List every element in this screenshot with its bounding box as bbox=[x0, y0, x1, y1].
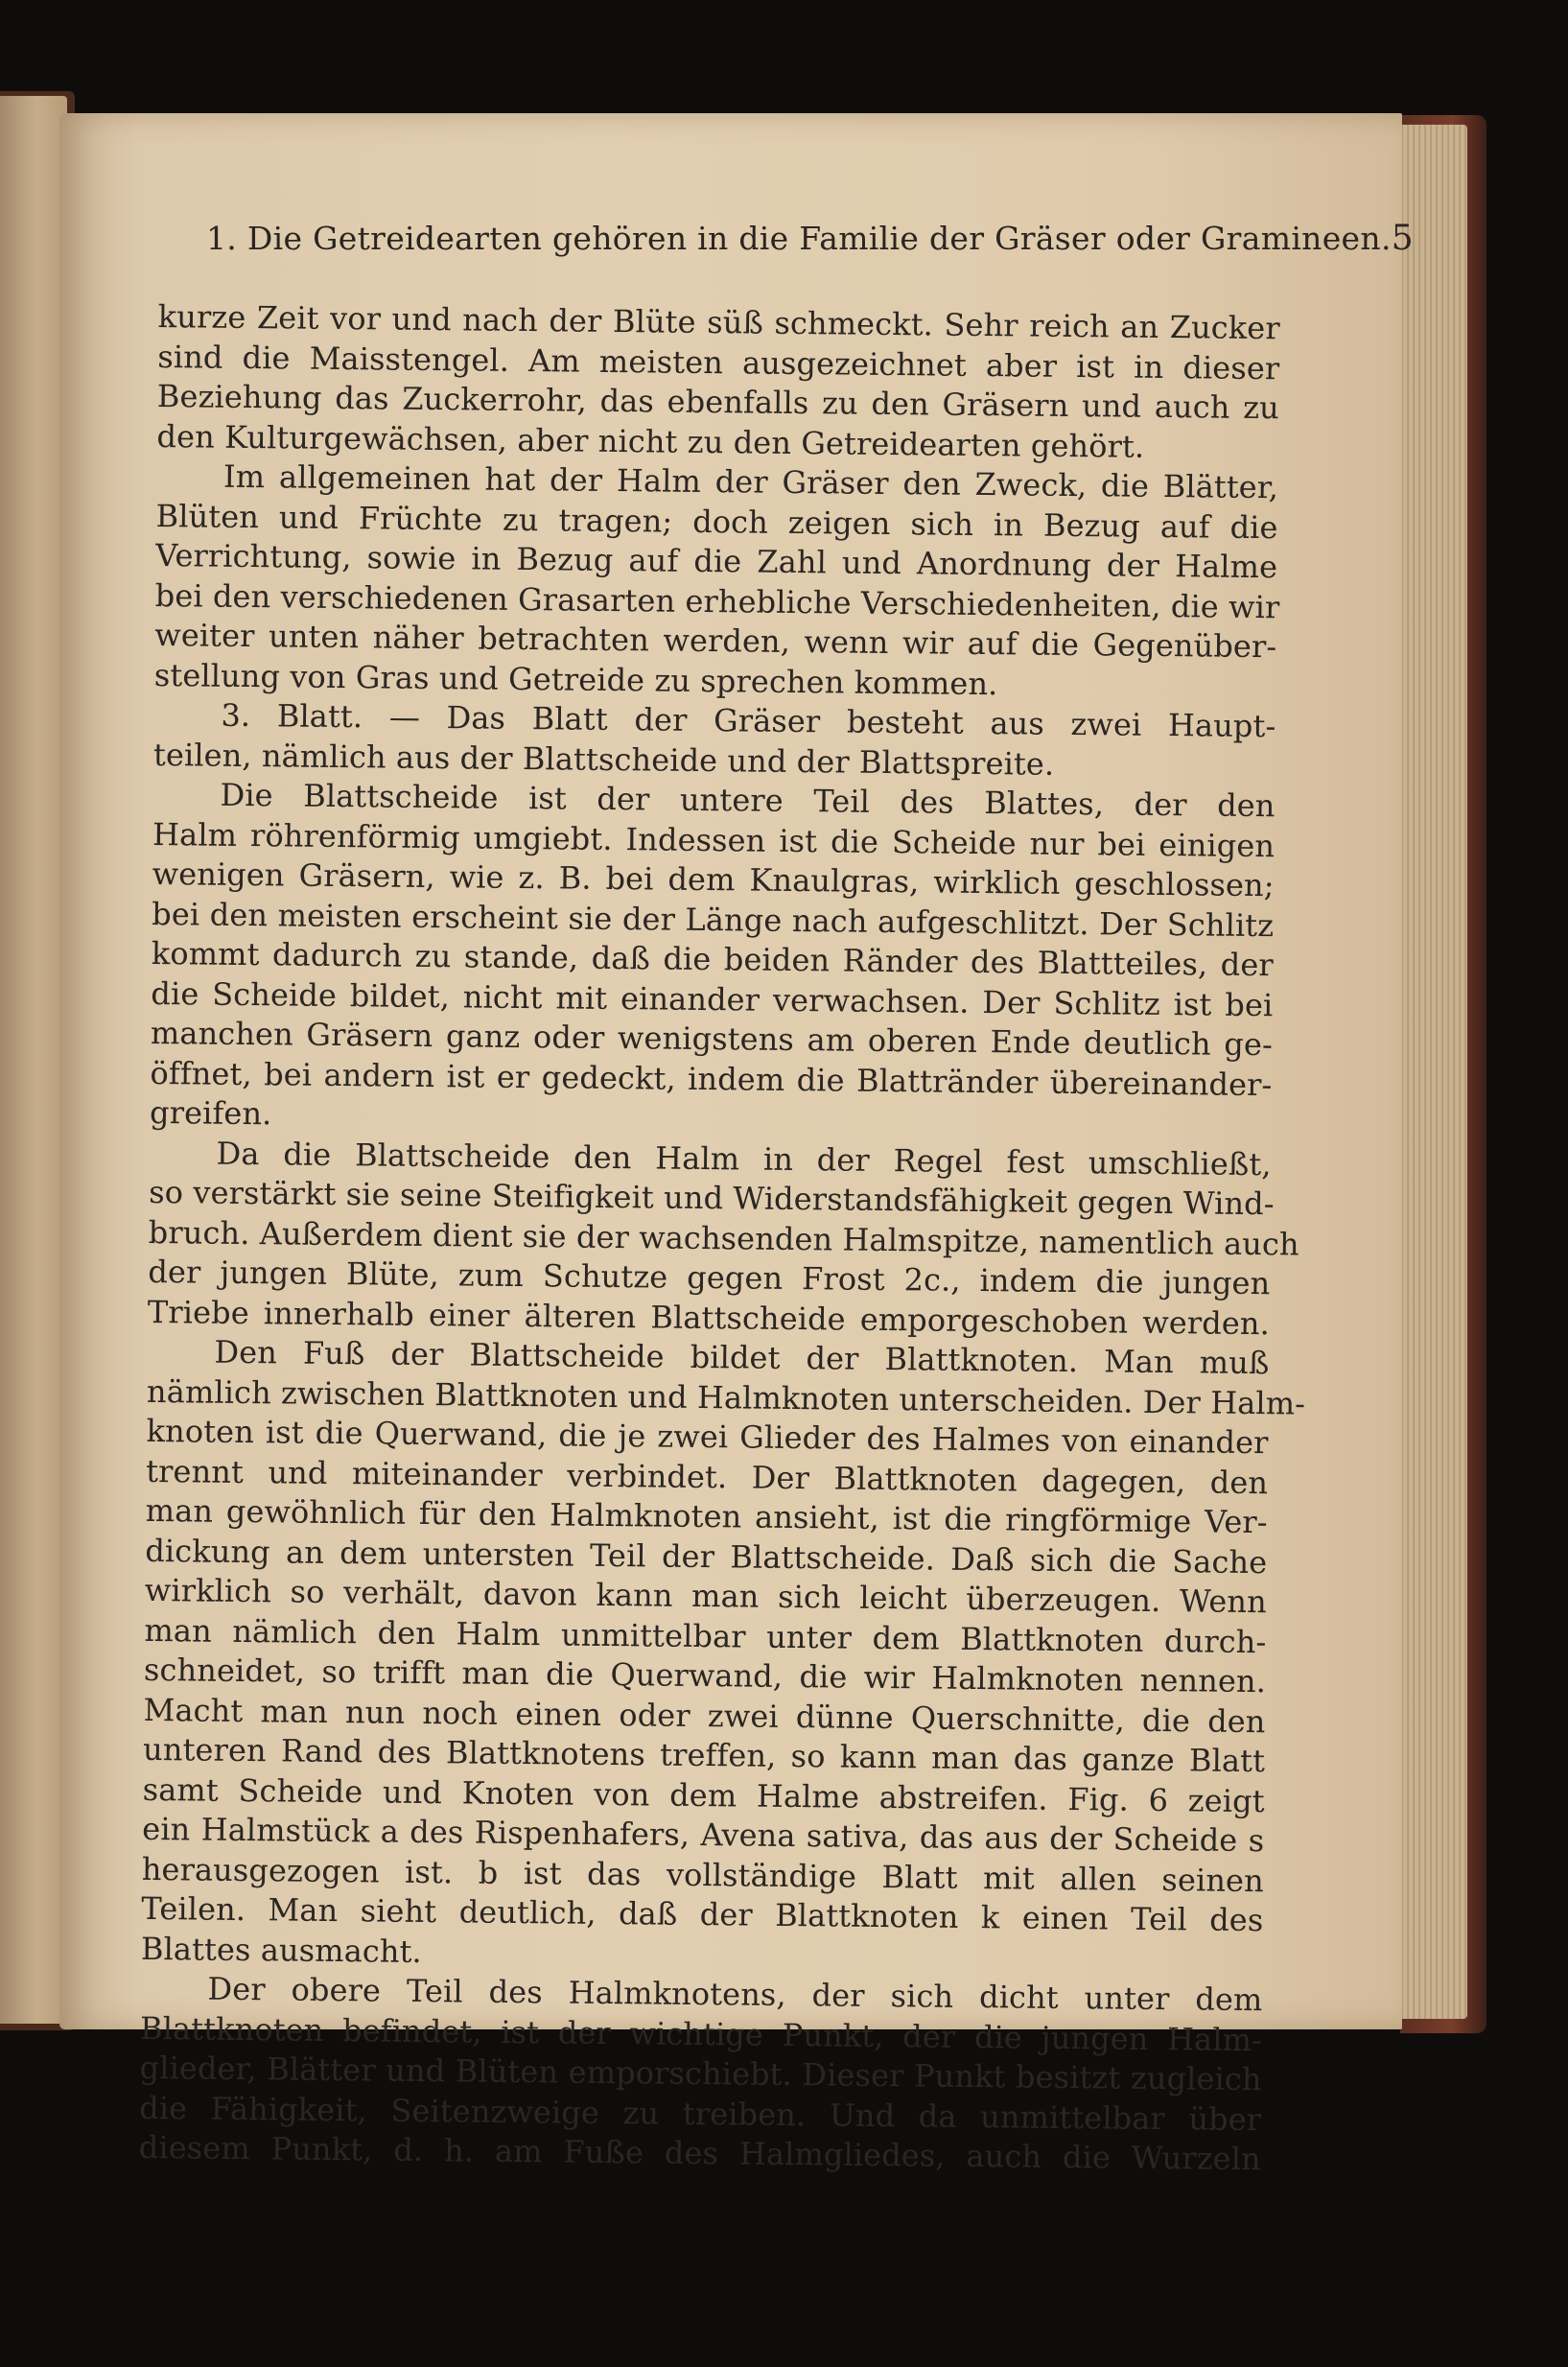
text-line: unteren Rand des Blattknotens treffen, so kann man das ganze Blatt bbox=[142, 1730, 1266, 1780]
text-line: dickung an dem untersten Teil der Blattscheide. Daß sich die Sache bbox=[145, 1532, 1268, 1581]
body-text bbox=[138, 297, 1306, 2180]
text-line: wenigen Gräsern, wie z. B. bei dem Knaulgras, wirklich geschlossen; bbox=[152, 855, 1275, 904]
left-page-edge bbox=[0, 96, 67, 2024]
text-line: sind die Maisstengel. Am meisten ausgezeichnet aber ist in dieser bbox=[157, 338, 1280, 387]
text-line: Macht man nun noch einen oder zwei dünne Querschnitte, die den bbox=[143, 1691, 1266, 1740]
text-line: Teilen. Man sieht deutlich, daß der Blattknoten k einen Teil des bbox=[141, 1889, 1264, 1939]
text-line: den Kulturgewächsen, aber nicht zu den Getreidearten gehört. bbox=[156, 417, 1145, 465]
text-line: Blüten und Früchte zu tragen; doch zeigen sich in Bezug auf die bbox=[155, 497, 1278, 546]
text-line: wirklich so verhält, davon kann man sich leicht überzeugen. Wenn bbox=[144, 1571, 1268, 1621]
text-line: trennt und miteinander verbindet. Der Blattknoten dagegen, den bbox=[145, 1452, 1269, 1501]
text-line: schneidet, so trifft man die Querwand, die wir Halmknoten nennen. bbox=[143, 1651, 1267, 1700]
text-line: Den Fuß der Blattscheide bildet der Blattknoten. Man muß bbox=[214, 1333, 1270, 1382]
text-line: so verstärkt sie seine Steifigkeit und Widerstandsfähigkeit gegen Wind- bbox=[149, 1173, 1275, 1223]
text-line: die Scheide bildet, nicht mit einander verwachsen. Der Schlitz ist bei bbox=[151, 974, 1274, 1023]
text-line: man nämlich den Halm unmittelbar unter dem Blattknoten durch- bbox=[144, 1611, 1267, 1660]
text-line: 3. Blatt. — Das Blatt der Gräser besteht aus zwei Haupt- bbox=[221, 696, 1276, 745]
text-line: Beziehung das Zuckerrohr, das ebenfalls zu den Gräsern und auch zu bbox=[156, 377, 1280, 427]
page-number: 5 bbox=[1391, 219, 1414, 258]
text-line: Der obere Teil des Halmknotens, der sich dicht unter dem bbox=[207, 1970, 1263, 2019]
text-line: nämlich zwischen Blattknoten und Halmknoten unterscheiden. Der Halm- bbox=[146, 1372, 1306, 1422]
text-line: Blattes ausmacht. bbox=[140, 1930, 423, 1970]
text-line: stellung von Gras und Getreide zu sprechen kommen. bbox=[153, 656, 998, 702]
text-line: Blattknoten befindet, ist der wichtige Punkt, der die jungen Halm- bbox=[139, 2009, 1263, 2058]
text-line: Im allgemeinen hat der Halm der Gräser den Zweck, die Blätter, bbox=[222, 457, 1279, 506]
text-line: glieder, Blätter und Blüten emporschiebt. Dieser Punkt besitzt zugleich bbox=[139, 2049, 1262, 2098]
header-title: 1. Die Getreidearten gehören in die Familie der Gräser oder Gramineen. bbox=[206, 220, 1392, 257]
text-line: öffnet, bei andern ist er gedeckt, indem die Blattränder übereinander- bbox=[150, 1054, 1273, 1103]
text-line: ein Halmstück a des Rispenhafers, Avena sativa, das aus der Scheide s bbox=[142, 1810, 1265, 1860]
running-header bbox=[206, 219, 1414, 258]
text-line: die Fähigkeit, Seitenzweige zu treiben. Und da unmittelbar über bbox=[139, 2089, 1262, 2138]
text-line: Triebe innerhalb einer älteren Blattscheide emporgeschoben werden. bbox=[147, 1293, 1271, 1342]
text-line: Halm röhrenförmig umgiebt. Indessen ist die Scheide nur bei einigen bbox=[152, 815, 1275, 864]
text-line: bei den verschiedenen Grasarten erhebliche Verschiedenheiten, die wir bbox=[154, 576, 1280, 625]
text-line: Da die Blattscheide den Halm in der Regel fest umschließt, bbox=[216, 1135, 1272, 1183]
text-line: teilen, nämlich aus der Blattscheide und der Blattspreite. bbox=[152, 736, 1055, 783]
text-line: bruch. Außerdem dient sie der wachsenden Halmspitze, namentlich auch bbox=[148, 1213, 1299, 1263]
text-line: der jungen Blüte, zum Schutze gegen Frost 2c., indem die jungen bbox=[148, 1253, 1271, 1302]
text-line: bei den meisten erscheint sie der Länge nach aufgeschlitzt. Der Schlitz bbox=[152, 895, 1275, 944]
text-line: greifen. bbox=[149, 1093, 272, 1133]
text-line: man gewöhnlich für den Halmknoten ansieht, ist die ringförmige Ver- bbox=[145, 1491, 1268, 1541]
text-line: knoten ist die Querwand, die je zwei Glieder des Halmes von einander bbox=[146, 1412, 1269, 1462]
text-line: samt Scheide und Knoten von dem Halme abstreifen. Fig. 6 zeigt bbox=[142, 1770, 1265, 1819]
text-line: diesem Punkt, d. h. am Fuße des Halmgliedes, auch die Wurzeln bbox=[138, 2128, 1261, 2178]
text-line: manchen Gräsern ganz oder wenigstens am oberen Ende deutlich ge- bbox=[150, 1014, 1274, 1064]
text-line: kurze Zeit vor und nach der Blüte süß schmeckt. Sehr reich an Zucker bbox=[157, 297, 1280, 347]
text-line: herausgezogen ist. b ist das vollständige Blatt mit allen seinen bbox=[141, 1850, 1264, 1899]
text-line: Verrichtung, sowie in Bezug auf die Zahl und Anordnung der Halme bbox=[154, 536, 1278, 586]
text-line: Die Blattscheide ist der untere Teil des Blattes, der den bbox=[220, 776, 1275, 825]
text-line: kommt dadurch zu stande, daß die beiden Ränder des Blattteiles, der bbox=[151, 934, 1274, 984]
text-line: weiter unten näher betrachten werden, wenn wir auf die Gegenüber- bbox=[154, 616, 1277, 666]
